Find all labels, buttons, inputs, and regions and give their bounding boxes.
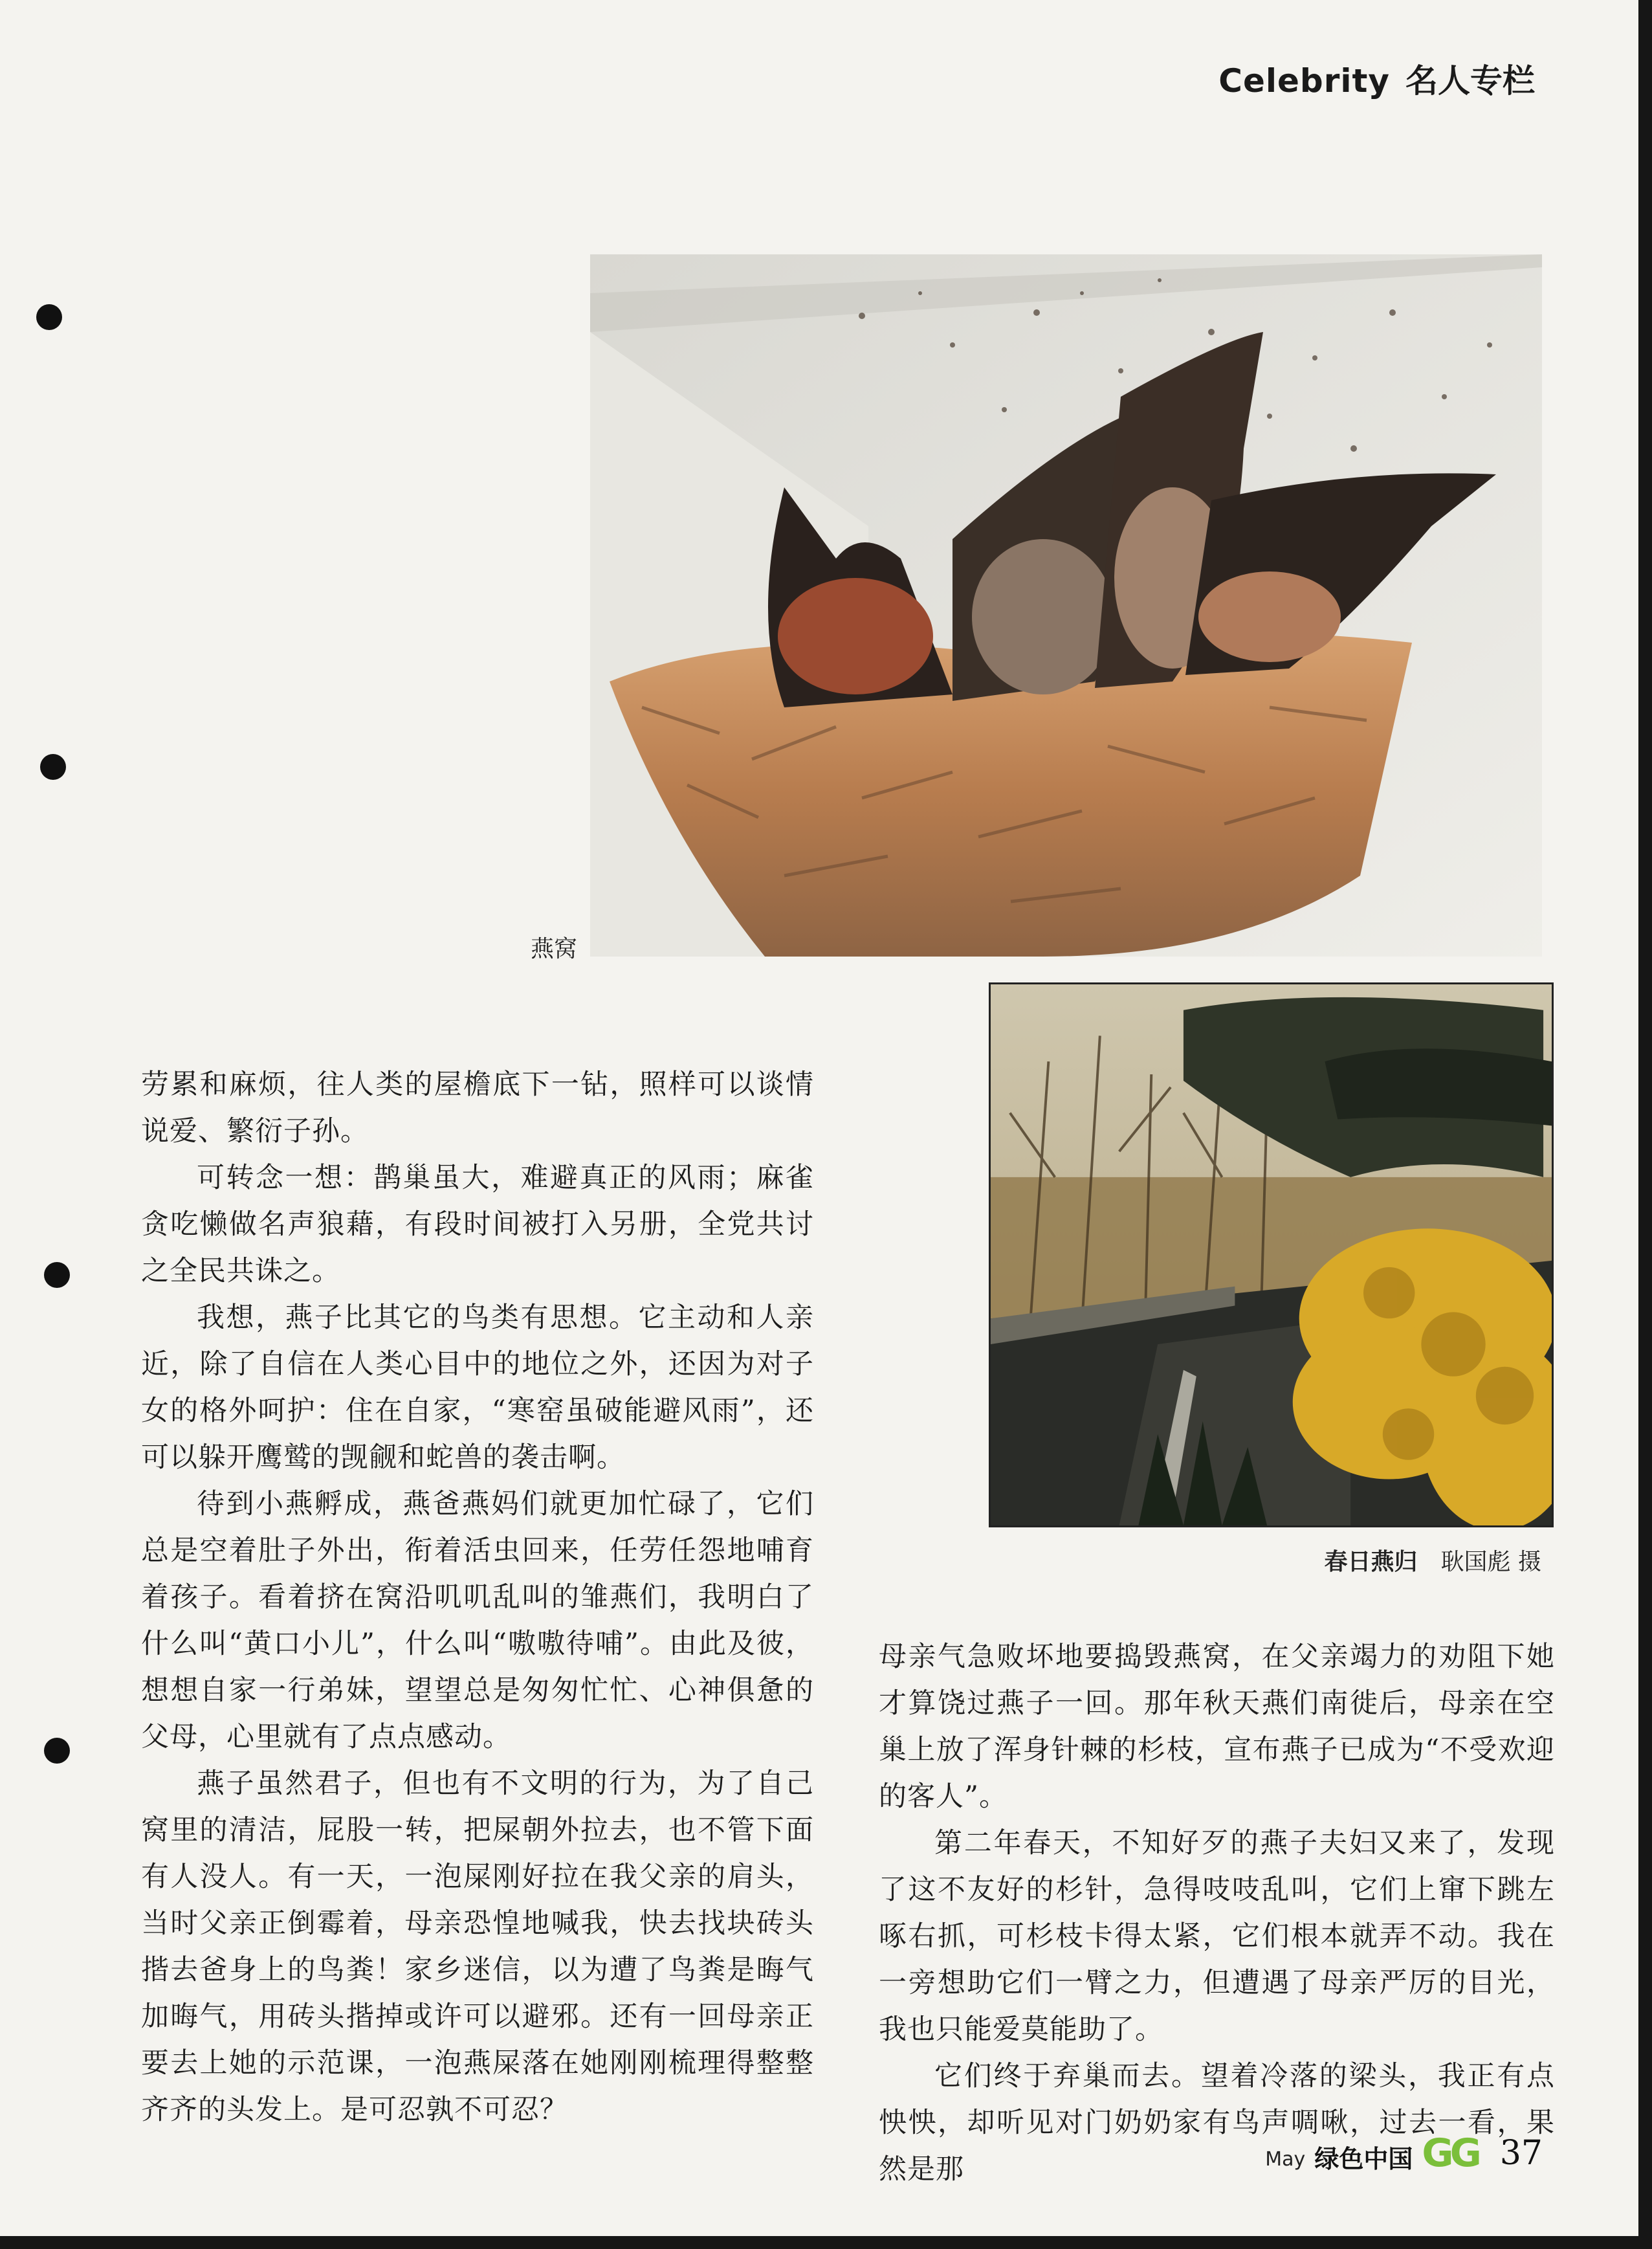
binder-hole	[40, 754, 66, 780]
spring-photo-caption	[1325, 1544, 1541, 1577]
binder-hole	[44, 1262, 70, 1288]
nest-photo-caption: 燕窝	[531, 936, 578, 962]
article-paragraph: 我想，燕子比其它的鸟类有思想。它主动和人亲近，除了自信在人类心目中的地位之外，还因为对子女的格外呵护：住在自家，“寒窑虽破能避风雨”，还可以躲开鹰鹫的觊觎和蛇兽的袭击啊。	[141, 1302, 814, 1474]
article-right-column	[879, 1634, 1555, 2193]
binder-hole	[36, 304, 62, 330]
issue-month: May	[1265, 2147, 1306, 2171]
article-paragraph: 待到小燕孵成，燕爸燕妈们就更加忙碌了，它们总是空着肚子外出，衔着活虫回来，任劳任怨地哺育着孩子。看着挤在窝沿叽叽乱叫的雏燕们，我明白了什么叫“黄口小儿”，什么叫“嗷嗷待哺”。由此及彼，想想自家一行弟妹，望望总是匆匆忙忙、心神俱惫的父母，心里就有了点点感动。	[141, 1488, 814, 1753]
binder-hole	[44, 1738, 70, 1764]
page-number: 37	[1499, 2134, 1543, 2173]
nest-photo	[590, 254, 1542, 957]
article-paragraph: 第二年春天，不知好歹的燕子夫妇又来了，发现了这不友好的杉针，急得吱吱乱叫，它们上窜下跳左啄右抓，可杉枝卡得太紧，它们根本就弄不动。我在一旁想助它们一臂之力，但遭遇了母亲严厉的目光，我也只能爱莫能助了。	[879, 1827, 1555, 2046]
magazine-name: 绿色中国	[1314, 2144, 1413, 2173]
page-footer	[1265, 2131, 1543, 2176]
article-paragraph: 母亲气急败坏地要捣毁燕窝，在父亲竭力的劝阻下她才算饶过燕子一回。那年秋天燕们南徙后，母亲在空巢上放了浑身针棘的杉枝，宣布燕子已成为“不受欢迎的客人”。	[879, 1641, 1555, 1813]
article-paragraph: 劳累和麻烦，往人类的屋檐底下一钻，照样可以谈情说爱、繁衍子孙。	[141, 1069, 814, 1147]
article-paragraph: 可转念一想：鹊巢虽大，难避真正的风雨；麻雀贪吃懒做名声狼藉，有段时间被打入另册，全党共讨之全民共诛之。	[141, 1162, 814, 1287]
section-header	[1218, 55, 1535, 102]
spring-photo	[989, 982, 1554, 1527]
article-paragraph: 它们终于弃巢而去。望着冷落的梁头，我正有点怏怏，却听见对门奶奶家有鸟声啁啾，过去一看，果然是那	[879, 2060, 1555, 2186]
photo-credit: 耿国彪 摄	[1440, 1549, 1541, 1575]
section-title-zh: 名人专栏	[1405, 62, 1535, 100]
article-left-column	[141, 1061, 814, 2133]
spring-photo-title: 春日燕归	[1324, 1548, 1418, 1575]
magazine-logo-icon: GG	[1422, 2131, 1478, 2176]
section-title-en: Celebrity	[1218, 62, 1390, 100]
article-paragraph: 燕子虽然君子，但也有不文明的行为，为了自己窝里的清洁，屁股一转，把屎朝外拉去，也不管下面有人没人。有一天，一泡屎刚好拉在我父亲的肩头，当时父亲正倒霉着，母亲恐惶地喊我，快去找块砖头揩去爸身上的鸟粪！家乡迷信，以为遭了鸟粪是晦气加晦气，用砖头揩掉或许可以避邪。还有一回母亲正要去上她的示范课，一泡燕屎落在她刚刚梳理得整整齐齐的头发上。是可忍孰不可忍？	[141, 1767, 814, 2126]
